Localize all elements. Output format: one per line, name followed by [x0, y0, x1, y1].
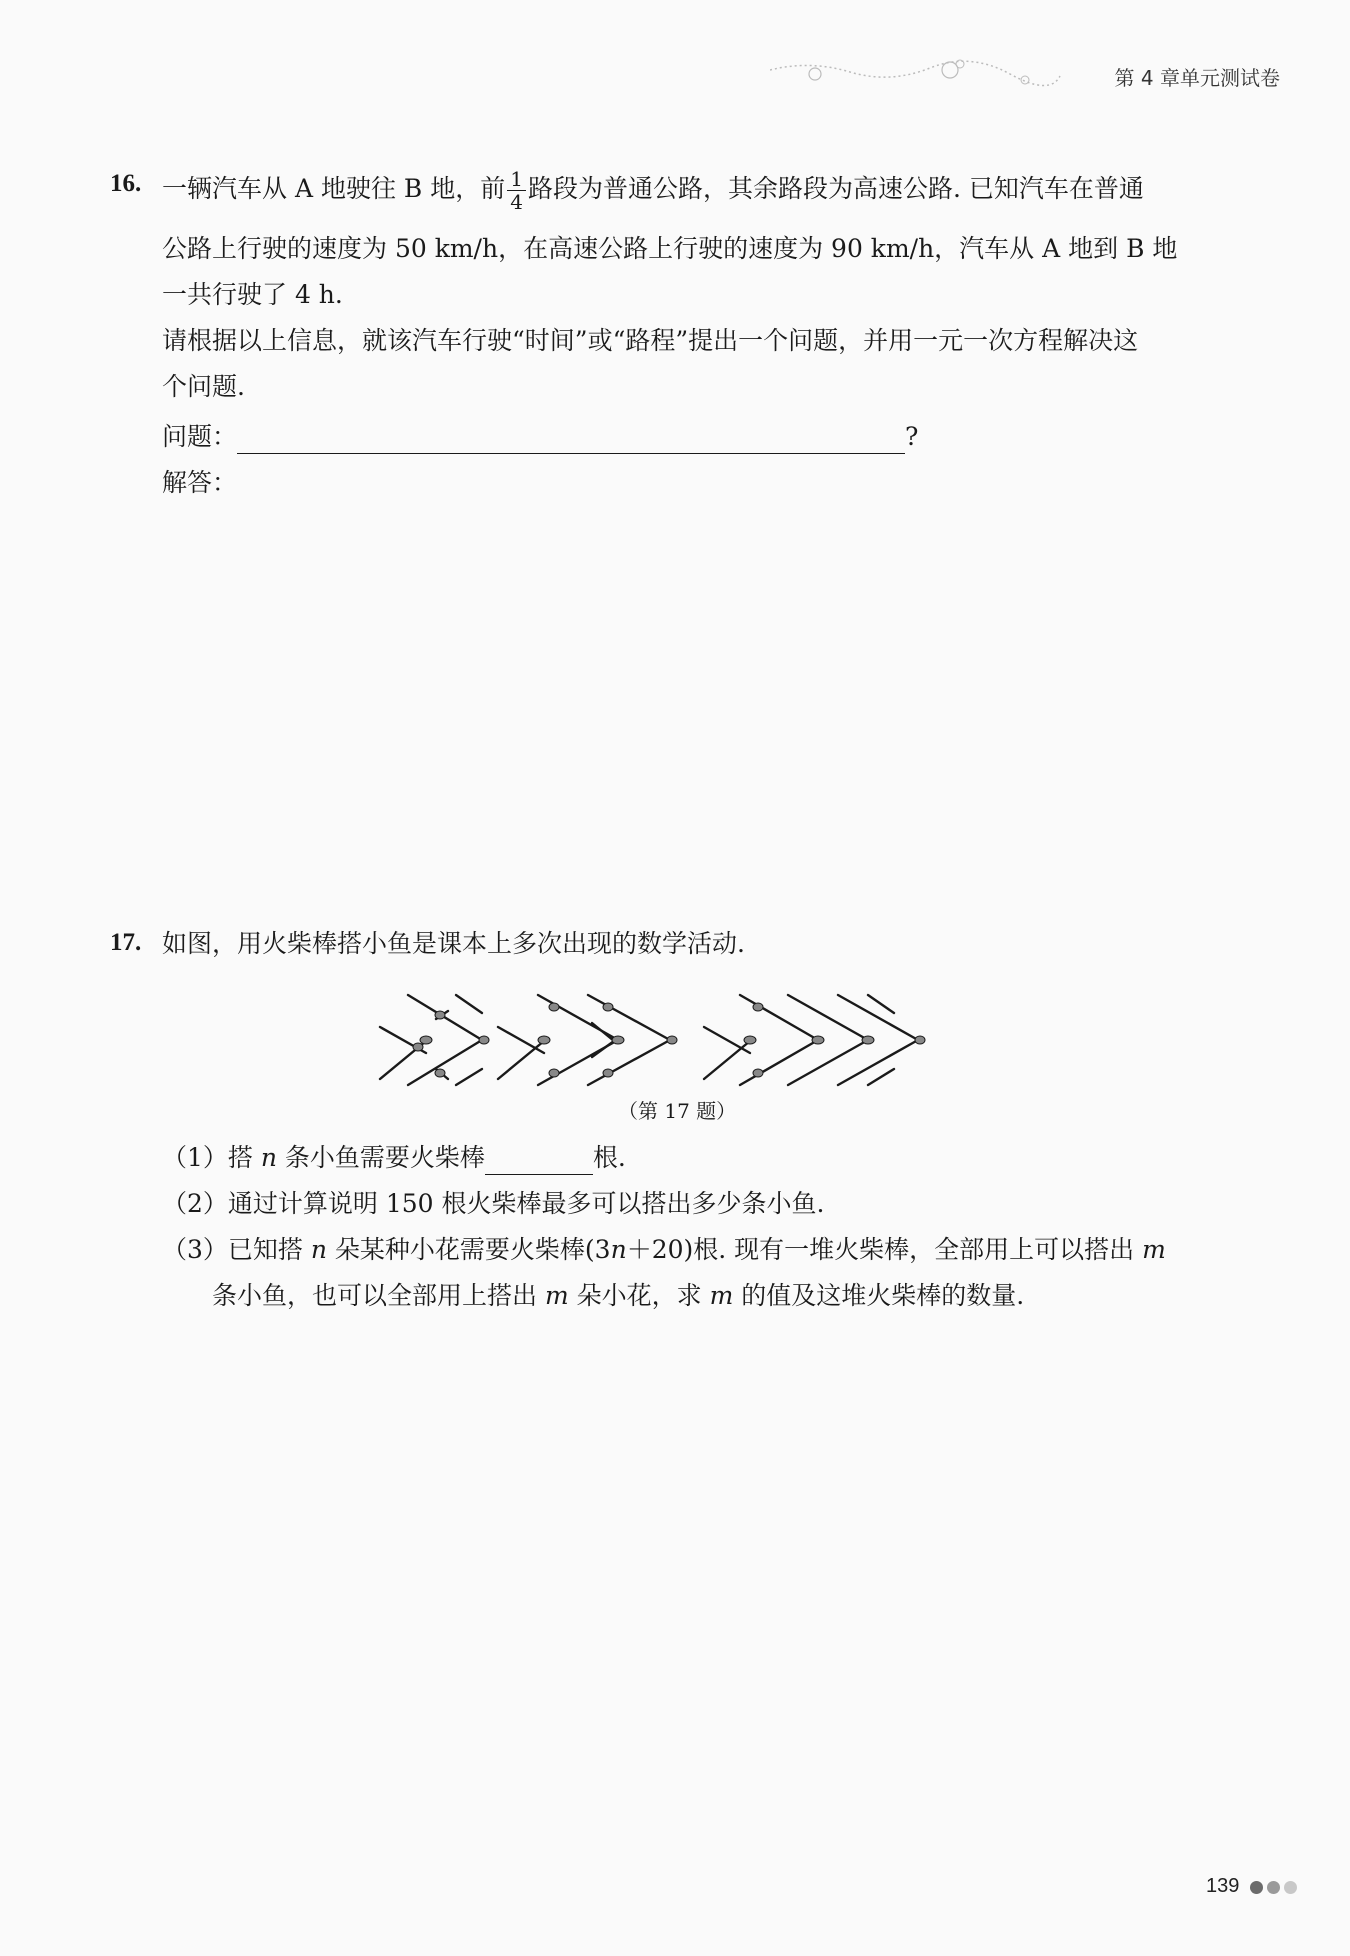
- part3-var-m2: m: [544, 1281, 569, 1310]
- q16-line4: 请根据以上信息，就该汽车行驶“时间”或“路程”提出一个问题，并用一元一次方程解决这: [162, 326, 1139, 355]
- q16-question-row: [162, 420, 918, 454]
- part3-d: 条小鱼，也可以全部用上搭出: [212, 1281, 545, 1310]
- page-number: 139: [1206, 1875, 1240, 1897]
- question-mark: ?: [905, 422, 919, 451]
- part3-c: ＋20)根. 现有一堆火柴棒，全部用上可以搭出: [626, 1235, 1143, 1264]
- page-header: [770, 52, 1290, 102]
- q17-part3-line1: [162, 1233, 1166, 1267]
- q17-part1: [162, 1141, 626, 1175]
- answer-area[interactable]: [162, 510, 1232, 890]
- part3-f: 的值及这堆火柴棒的数量.: [733, 1281, 1025, 1310]
- q17-part3-line2: [212, 1279, 1024, 1313]
- q17-part2: （2）通过计算说明 150 根火柴棒最多可以搭出多少条小鱼.: [162, 1189, 825, 1218]
- part3-var-n1: n: [310, 1235, 327, 1264]
- q16-line1-a: 一辆汽车从 A 地驶往 B 地，前: [162, 174, 506, 203]
- chapter-title: 第 4 章单元测试卷: [1114, 66, 1280, 90]
- fraction-denominator: 4: [510, 190, 523, 214]
- dot-icon: [1267, 1881, 1280, 1894]
- q16-line1: [162, 168, 1144, 213]
- q16-line2: 公路上行驶的速度为 50 km/h，在高速公路上行驶的速度为 90 km/h，汽车从 A 地到 B 地: [162, 234, 1178, 263]
- dot-icon: [1250, 1881, 1263, 1894]
- fraction-one-quarter: [507, 168, 526, 213]
- q16-answer-label: 解答：: [162, 468, 238, 497]
- part3-a: （3）已知搭: [162, 1235, 311, 1264]
- fraction-numerator: 1: [507, 168, 526, 191]
- q17-answer-area[interactable]: [162, 1330, 1232, 1830]
- part3-e: 朵小花，求: [568, 1281, 710, 1310]
- part3-var-n2: n: [610, 1235, 627, 1264]
- dot-icon: [1284, 1881, 1297, 1894]
- matchstick-fish-figure: [378, 985, 978, 1099]
- part1-blank[interactable]: [485, 1146, 593, 1175]
- fish-diagram: [378, 985, 978, 1095]
- page-dots-decoration: [1250, 1879, 1301, 1898]
- part3-var-m1: m: [1142, 1235, 1166, 1264]
- q16-number: 16.: [110, 170, 142, 197]
- question-blank[interactable]: [237, 425, 905, 454]
- question-label: 问题：: [162, 422, 238, 451]
- q16-line1-b: 路段为普通公路，其余路段为高速公路. 已知汽车在普通: [527, 174, 1144, 203]
- q16-line3: 一共行驶了 4 h.: [162, 280, 343, 309]
- header-decoration: [770, 52, 1070, 92]
- part1-suffix: 根.: [592, 1143, 626, 1172]
- part1-var-n: n: [260, 1143, 277, 1172]
- part1-mid: 条小鱼需要火柴棒: [276, 1143, 485, 1172]
- figure-caption: （第 17 题）: [618, 1099, 737, 1123]
- q17-number: 17.: [110, 929, 142, 956]
- part1-prefix: （1）搭: [162, 1143, 261, 1172]
- part3-var-m3: m: [709, 1281, 734, 1310]
- q17-intro: 如图，用火柴棒搭小鱼是课本上多次出现的数学活动.: [162, 929, 745, 958]
- part3-b: 朵某种小花需要火柴棒(3: [326, 1235, 611, 1264]
- q16-line5: 个问题.: [162, 372, 245, 401]
